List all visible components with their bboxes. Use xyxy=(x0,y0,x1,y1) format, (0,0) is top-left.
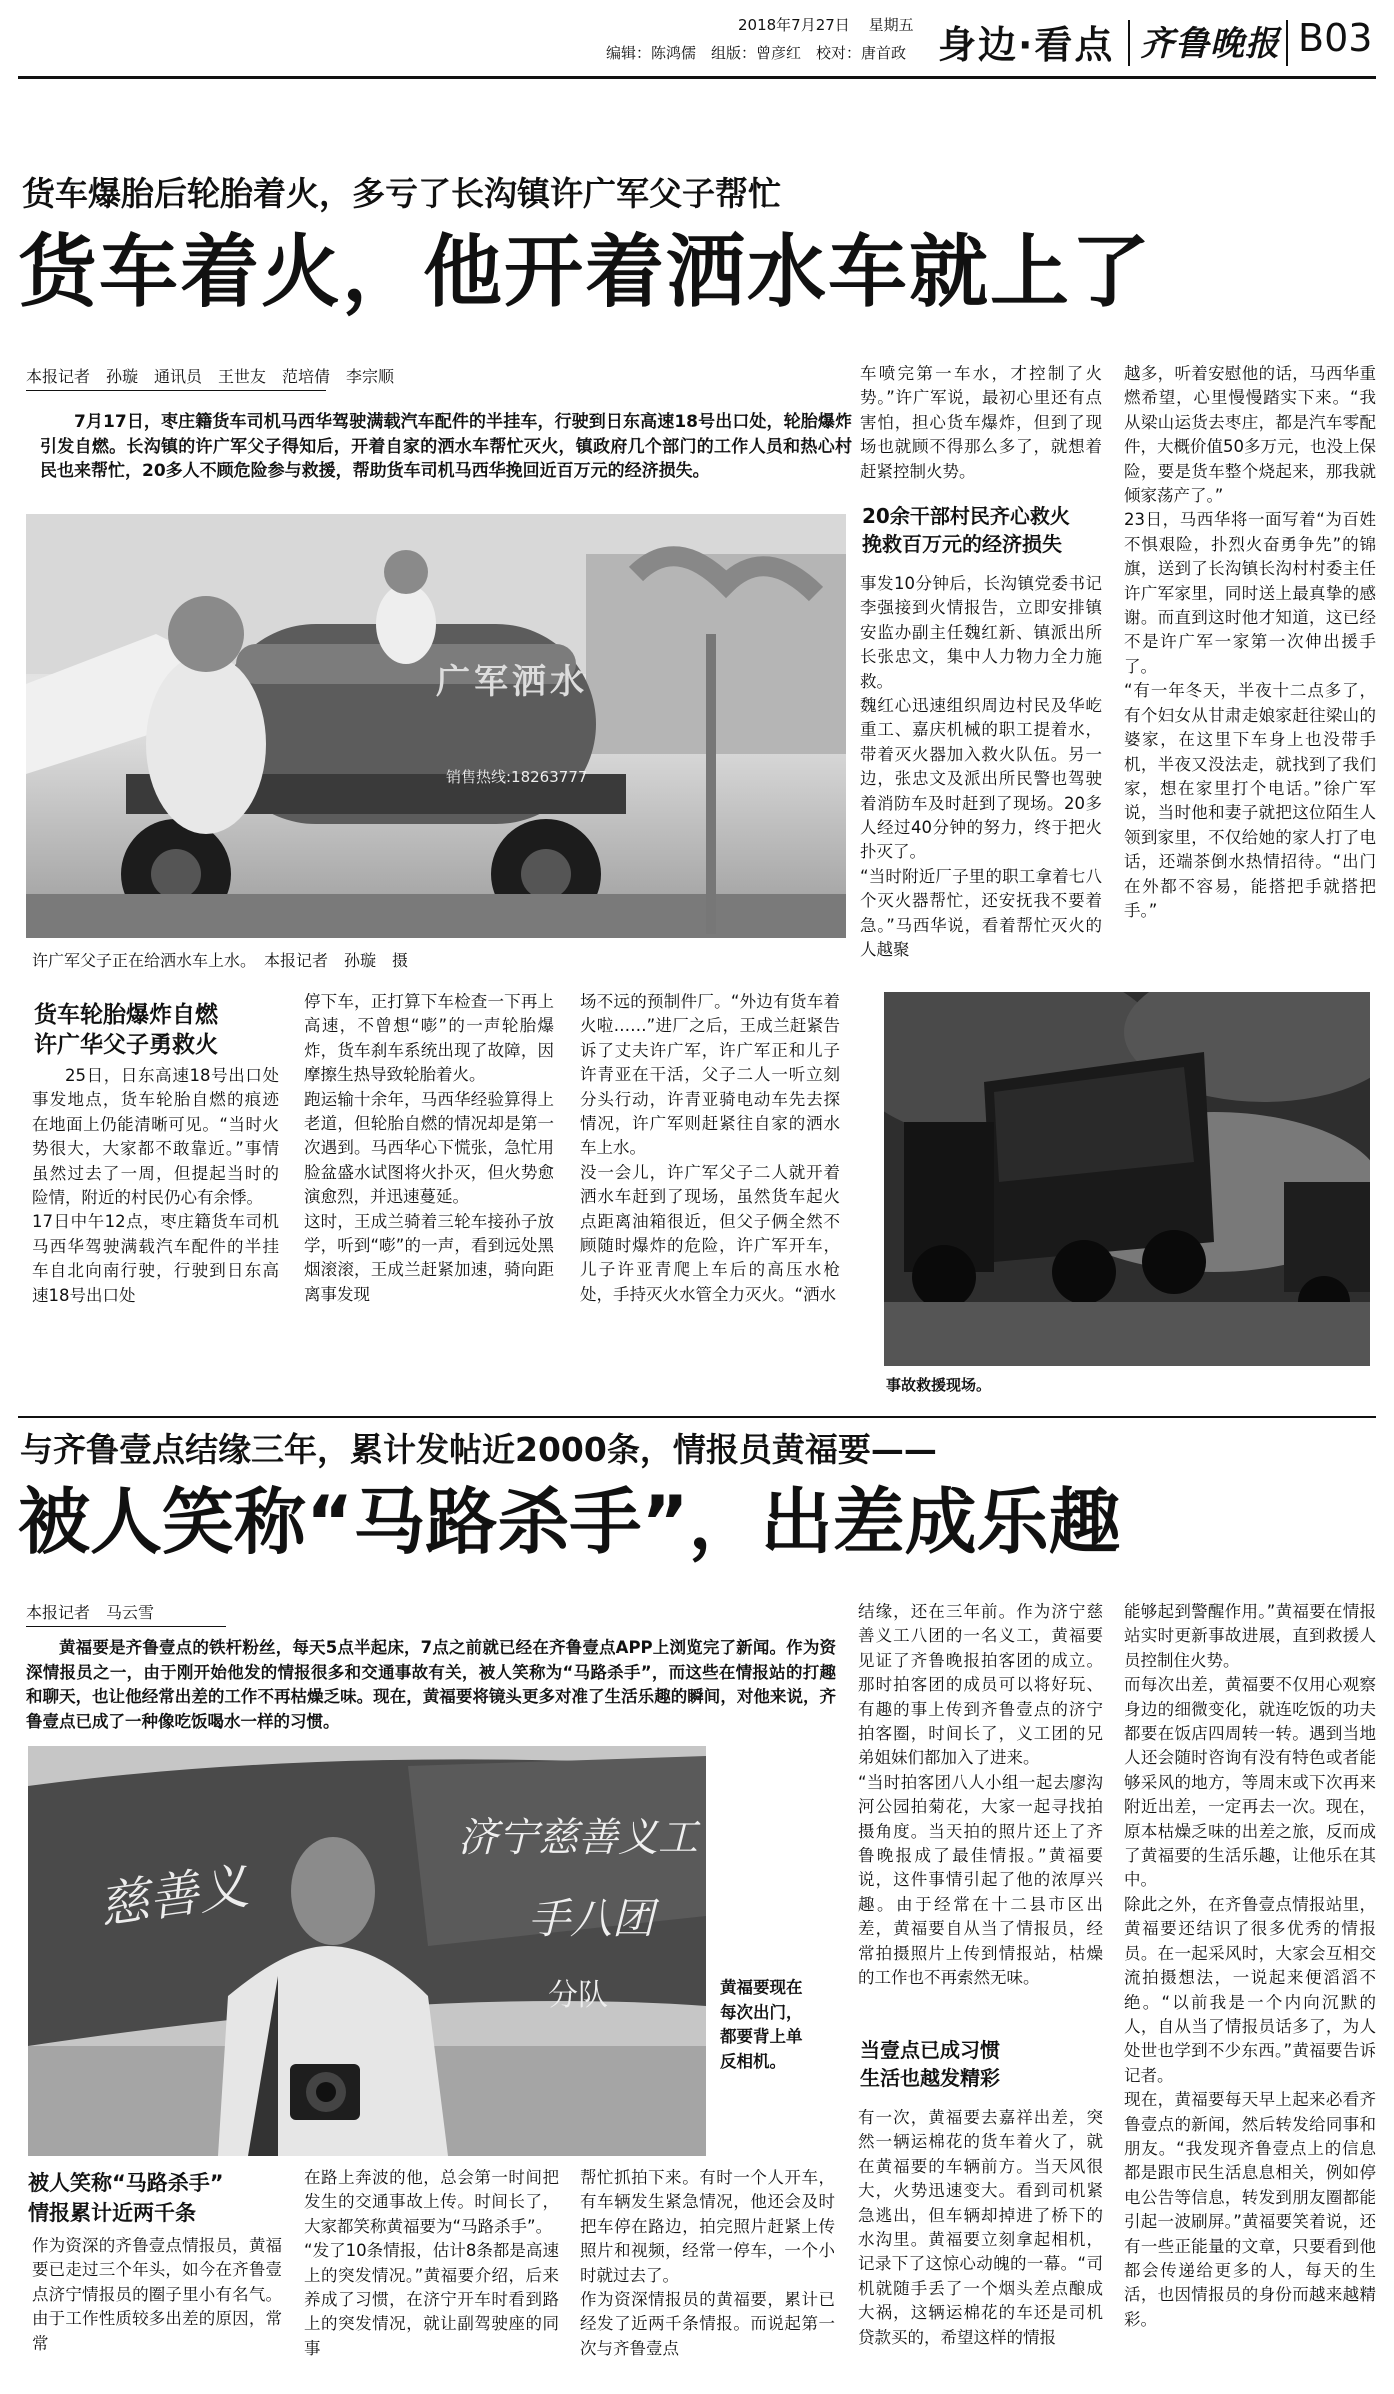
story2-headline: 被人笑称“马路杀手”，出差成乐趣 xyxy=(18,1480,1121,1564)
story1-headline: 货车着火，他开着洒水车就上了 xyxy=(18,226,1152,318)
photo-water-truck xyxy=(26,514,846,938)
banner-text-right: 济宁慈善义工 xyxy=(458,1815,698,1861)
weekday-text: 星期五 xyxy=(868,16,914,34)
story2-col-a xyxy=(32,2234,282,2374)
banner-text-right2: 手八团 xyxy=(528,1894,655,1943)
tank-lettering: 广军洒水 xyxy=(436,662,588,702)
date-text: 2018年7月27日 xyxy=(738,16,850,34)
story1-byline: 本报记者 孙璇 通讯员 王世友 范培倩 李宗顺 xyxy=(26,367,395,386)
byline2-rule xyxy=(26,1626,226,1627)
story1-sub1: 货车轮胎爆炸自燃 许广华父子勇救火 xyxy=(34,1002,218,1058)
story2-col-c-text: 帮忙抓拍下来。有时一个人开车，有车辆发生紧急情况，他还会及时把车停在路边，拍完照片赶紧上传照片和视频，经常一停车，一个小时就过去了。 作为资深情报员的黄福要，累计已经发了近两千条情报。而说起第一次与齐鲁壹点 xyxy=(580,2168,835,2358)
story2-col-d-top-text: 结缘，还在三年前。作为济宁慈善义工八团的一名义工，黄福要见证了齐鲁晚报拍客团的成立。那时拍客团的成员可以将好玩、有趣的事上传到齐鲁壹点的济宁拍客圈，时间长了，义工团的兄弟姐妹们都加入了进来。 “当时拍客团八人小组一起去廖沟河公园拍菊花，大家一起寻找拍摄角度。当天拍的照片还上了齐鲁晚报成了最佳情报。”黄福要说，这件事情引起了他的浓厚兴趣。由于经常在十二县市区出差，黄福要自从当了情报员，经常拍摄照片上传到情报站，枯燥的工作也不再索然无味。 xyxy=(858,1602,1103,1988)
byline-rule xyxy=(26,390,326,391)
story1-lead xyxy=(40,410,852,484)
story2-col-d-top xyxy=(858,1600,1103,2040)
story2-col-b xyxy=(304,2166,559,2374)
header-divider-1 xyxy=(1128,20,1130,66)
header-rule xyxy=(18,76,1376,79)
story2-col-d-bottom-text: 有一次，黄福要去嘉祥出差，突然一辆运棉花的货车着火了，就在黄福要的车辆前方。当天风很大，火势迅速变大。看到司机紧急逃出，但车辆却掉进了桥下的水沟里。黄福要立刻拿起相机，记录下了这惊心动魄的一幕。“司机就随手丢了一个烟头差点酿成大祸，这辆运棉花的车还是司机贷款买的，希望这样的情报 xyxy=(858,2108,1103,2347)
header-divider-2 xyxy=(1286,20,1288,66)
story2-lead xyxy=(26,1636,836,1734)
story1-col-b xyxy=(304,990,554,1394)
story2-col-d-bottom xyxy=(858,2106,1103,2374)
section-title: 身边·看点 xyxy=(938,23,1115,67)
story2-kicker: 与齐鲁壹点结缘三年，累计发帖近2000条，情报员黄福要—— xyxy=(20,1430,937,1469)
banner-text-left: 慈善义 xyxy=(95,1856,252,1936)
story1-col-a-text: 25日，日东高速18号出口处事发地点，货车轮胎自燃的痕迹在地面上仍能清晰可见。“当时火势很大，大家都不敢靠近。”事情虽然过去了一周，但提起当时的险情，附近的村民仍心有余悸。 17日中午12点，枣庄籍货车司机马西华驾驶满载汽车配件的半挂车自北向南行驶，行驶到日东高速18号出口处 xyxy=(32,1066,279,1305)
photo1-caption: 许广军父子正在给洒水车上水。 本报记者 孙璇 摄 xyxy=(32,951,409,970)
photo3-caption xyxy=(720,1976,816,2074)
water-truck-illustration xyxy=(26,514,846,938)
story2-lead-text: 黄福要是齐鲁壹点的铁杆粉丝，每天5点半起床，7点之前就已经在齐鲁壹点APP上浏览完了新闻。作为资深情报员之一，由于刚开始他发的情报很多和交通事故有关，被人笑称为“马路杀手”，而这些在情报站的打趣和聊天，也让他经常出差的工作不再枯燥乏味。现在，黄福要将镜头更多对准了生活乐趣的瞬间，对他来说，齐鲁壹点已成了一种像吃饭喝水一样的习惯。 xyxy=(26,1638,836,1731)
header-editors: 编辑：陈鸿儒 组版：曾彦红 校对：唐首政 xyxy=(606,44,907,62)
rescue-scene-illustration xyxy=(884,992,1370,1366)
story1-col-c xyxy=(580,990,840,1394)
story1-col-e xyxy=(1124,362,1376,974)
story1-lead-text: 7月17日，枣庄籍货车司机马西华驾驶满载汽车配件的半挂车，行驶到日东高速18号出口处，轮胎爆炸引发自燃。长沟镇的许广军父子得知后，开着自家的洒水车帮忙灭火，镇政府几个部门的工作人员和热心村民也来帮忙，20多人不顾危险参与救援，帮助货车司机马西华挽回近百万元的经济损失。 xyxy=(40,412,852,481)
story-divider xyxy=(18,1416,1376,1418)
story1-col-d-top xyxy=(860,362,1102,486)
story1-col-d-top-text: 车喷完第一车水，才控制了火势。”许广军说，最初心里还有点害怕，担心货车爆炸，但到了现场也就顾不得那么多了，就想着赶紧控制火势。 xyxy=(860,364,1102,481)
story2-sub2: 当壹点已成习惯 生活也越发精彩 xyxy=(860,2038,1000,2090)
page-number: B03 xyxy=(1298,16,1373,60)
header-date xyxy=(738,14,914,35)
story1-col-d-bottom xyxy=(860,572,1102,970)
story2-sub1: 被人笑称“马路杀手” 情报累计近两千条 xyxy=(28,2171,224,2225)
brand-logo: 齐鲁晚报 xyxy=(1140,24,1280,64)
photo-rescue-scene xyxy=(884,992,1370,1366)
story1-col-d-bottom-text: 事发10分钟后，长沟镇党委书记李强接到火情报告，立即安排镇安监办副主任魏红新、镇派出所长张忠文，集中人力物力全力施救。 魏红心迅速组织周边村民及华屹重工、嘉庆机械的职工提着水，带着灭火器加入救火队伍。另一边，张忠文及派出所民警也驾驶着消防车及时赶到了现场。20多人经过40分钟的努力，终于把火扑灭了。 “当时附近厂子里的职工拿着七八个灭火器帮忙，还安抚我不要着急。”马西华说，看着帮忙灭火的人越聚 xyxy=(860,574,1102,960)
story2-col-b-text: 在路上奔波的他，总会第一时间把发生的交通事故上传。时间长了，大家都笑称黄福要为“马路杀手”。 “发了10条情报，估计8条都是高速上的突发情况。”黄福要介绍，后来养成了习惯，在济宁开车时看到路上的突发情况，就让副驾驶座的同事 xyxy=(304,2168,559,2358)
photo2-caption: 事故救援现场。 xyxy=(886,1376,992,1394)
story1-col-c-text: 场不远的预制件厂。“外边有货车着火啦……”进厂之后，王成兰赶紧告诉了丈夫许广军，许广军正和儿子许青亚在干活，父子二人一听立刻分头行动，许青亚骑电动车先去探情况，许广军则赶紧往自家的洒水车上水。 没一会儿，许广军父子二人就开着洒水车赶到了现场，虽然货车起火点距离油箱很近，但父子俩全然不顾随时爆炸的危险，许广军开车，儿子许亚青爬上车后的高压水枪处，手持灭火水管全力灭火。“洒水 xyxy=(580,992,840,1304)
story1-col-b-text: 停下车，正打算下车检查一下再上高速，不曾想“嘭”的一声轮胎爆炸，货车刹车系统出现了故障，因摩擦生热导致轮胎着火。 跑运输十余年，马西华经验算得上老道，但轮胎自燃的情况却是第一次遇到。马西华心下慌张，急忙用脸盆盛水试图将火扑灭，但火势愈演愈烈，并迅速蔓延。 这时，王成兰骑着三轮车接孙子放学，听到“嘭”的一声，看到远处黑烟滚滚，王成兰赶紧加速，骑向距离事发现 xyxy=(304,992,554,1304)
tank-phone: 销售热线:18263777 xyxy=(446,768,588,786)
photo-huang-fuyao xyxy=(28,1746,706,2156)
story2-col-e xyxy=(1124,1600,1376,2374)
photo3-caption-text: 黄福要现在每次出门，都要背上单反相机。 xyxy=(720,1978,803,2071)
story2-col-c xyxy=(580,2166,835,2374)
story2-col-a-text: 作为资深的齐鲁壹点情报员，黄福要已走过三个年头，如今在齐鲁壹点济宁情报员的圈子里小有名气。由于工作性质较多出差的原因，常常 xyxy=(32,2236,282,2353)
banner-text-left2: 分队 xyxy=(548,1978,608,2013)
story1-kicker: 货车爆胎后轮胎着火，多亏了长沟镇许广军父子帮忙 xyxy=(22,174,781,213)
story2-byline: 本报记者 马云雪 xyxy=(26,1603,155,1622)
story1-col-e-text: 越多，听着安慰他的话，马西华重燃希望，心里慢慢踏实下来。“我从梁山运货去枣庄，都是汽车零配件，大概价值50多万元，也没上保险，要是货车整个烧起来，那我就倾家荡产了。” 23日，马西华将一面写着“为百姓不惧艰险，扑烈火奋勇争先”的锦旗，送到了长沟镇长沟村村委主任许广军家里，同时送上最真挚的感谢。而直到这时他才知道，这已经不是许广军一家第一次伸出援手了。 “有一年冬天，半夜十二点多了，有个妇女从甘肃走娘家赶往梁山的婆家，在这里下车身上也没带手机，半夜又没法走，就找到了我们家，想在家里打个电话。”徐广军说，当时他和妻子就把这位陌生人领到家里，不仅给她的家人打了电话，还端茶倒水热情招待。“出门在外都不容易，能搭把手就搭把手。” xyxy=(1124,364,1376,920)
story1-col-a xyxy=(32,1064,279,1394)
story1-sub2: 20余干部村民齐心救火 挽救百万元的经济损失 xyxy=(862,504,1070,556)
story2-col-e-text: 能够起到警醒作用。”黄福要在情报站实时更新事故进展，直到救援人员控制住火势。 而每次出差，黄福要不仅用心观察身边的细微变化，就连吃饭的功夫都要在饭店四周转一转。遇到当地人还会随时咨询有没有特色或者能够采风的地方，等周末或下次再来附近出差，一定再去一次。现在，原本枯燥乏味的出差之旅，反而成了黄福要的生活乐趣，让他乐在其中。 除此之外，在齐鲁壹点情报站里，黄福要还结识了很多优秀的情报员。在一起采风时，大家会互相交流拍摄想法，一说起来便滔滔不绝。“以前我是一个内向沉默的人，自从当了情报员话多了，为人处世也学到不少东西。”黄福要告诉记者。 现在，黄福要每天早上起来必看齐鲁壹点的新闻，然后转发给同事和朋友。“我发现齐鲁壹点上的信息都是跟市民生活息息相关，例如停电公告等信息，转发到朋友圈都能引起一波刷屏。”黄福要笑着说，还有一些正能量的文章，只要看到他都会传递给更多的人，每天的生活，也因情报员的身份而越来越精彩。 xyxy=(1124,1602,1376,2329)
